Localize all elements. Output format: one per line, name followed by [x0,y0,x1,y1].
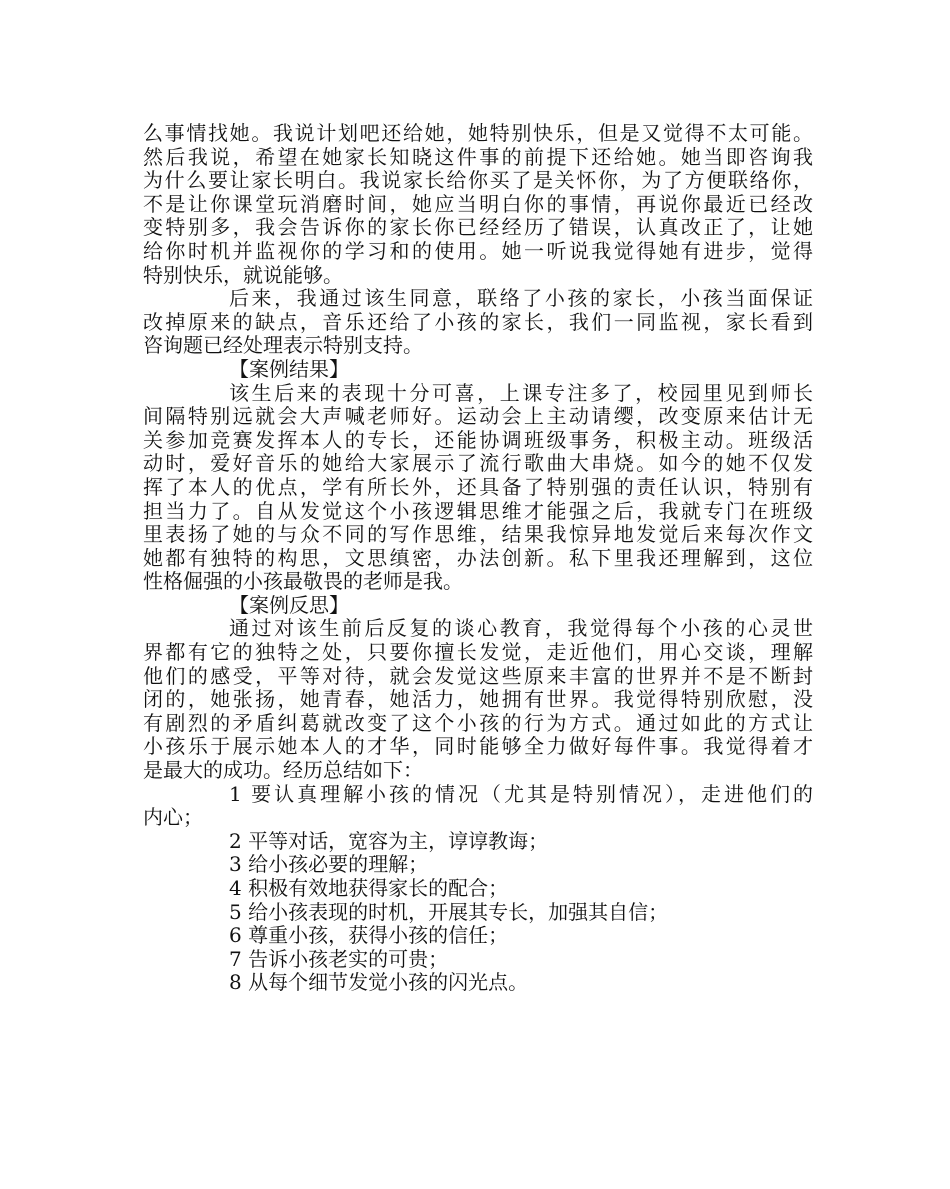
list-item-text: 4 积极有效地获得家长的配合； [229,876,509,900]
paragraph [143,617,813,782]
document-body [143,122,813,995]
text-line: 该生后来的表现十分可喜，上课专注多了，校园里见到师长 [229,380,813,405]
list-item [143,901,813,925]
list-item-text: 1 要认真理解小孩的情况（尤其是特别情况），走进他们的 [229,781,813,806]
text-line: 变特别多，我会告诉你的家长你已经经历了错误，认真改正了，让她 [143,215,813,240]
list-item-text: 内心； [143,805,203,830]
paragraph [143,382,813,594]
text-line: 通过对该生前后反复的谈心教育，我觉得每个小孩的心灵世 [229,616,813,641]
text-line: 界都有它的独特之处，只要你擅长发觉，走近他们，用心交谈，理解 [143,640,813,665]
text-line: 闭的，她张扬，她青春，她活力，她拥有世界。我觉得特别欣慰，没 [143,687,813,712]
list-item-text: 6 尊重小孩，获得小孩的信任； [229,923,509,948]
text-line: 然后我说，希望在她家长知晓这件事的前提下还给她。她当即咨询我 [143,144,813,169]
list-item-text: 8 从每个细节发觉小孩的闪光点。 [229,970,529,995]
list-item [143,877,813,901]
text-line: 特别快乐，就说能够。 [143,262,343,287]
text-line: 性格倔强的小孩最敬畏的老师是我。 [143,569,463,594]
list-item [143,971,813,995]
text-line: 有剧烈的矛盾纠葛就改变了这个小孩的行为方式。通过如此的方式让 [143,710,813,735]
text-line: 么事情找她。我说计划吧还给她，她特别快乐，但是又觉得不太可能。 [143,121,813,145]
section-heading-case-result: 【案例结果】 [229,356,349,381]
summary-list [143,783,813,995]
paragraph [143,122,813,287]
list-item [143,830,813,854]
text-line: 为什么要让家长明白。我说家长给你买了是关怀你，为了方便联络你， [143,168,813,193]
text-line: 关参加竞赛发挥本人的专长，还能协调班级事务，积极主动。班级活 [143,427,813,452]
text-line: 小孩乐于展示她本人的才华，同时能够全力做好每件事。我觉得着才 [143,734,813,759]
list-item [143,853,813,877]
list-item-text: 3 给小孩必要的理解； [229,852,429,877]
section-heading-case-reflection: 【案例反思】 [229,592,349,617]
paragraph [143,287,813,358]
text-line: 改掉原来的缺点，音乐还给了小孩的家长，我们一同监视，家长看到 [143,309,813,334]
text-line: 不是让你课堂玩消磨时间，她应当明白你的事情，再说你最近已经改 [143,191,813,216]
list-item [143,783,813,830]
text-line: 间隔特别远就会大声喊老师好。运动会上主动请缨，改变原来估计无 [143,404,813,429]
text-line: 担当力了。自从发觉这个小孩逻辑思维才能强之后，我就专门在班级 [143,498,813,523]
text-line: 里表扬了她的与众不同的写作思维，结果我惊异地发觉后来每次作文 [143,522,813,547]
list-item-text: 5 给小孩表现的时机，开展其专长，加强其自信； [229,899,669,924]
text-line: 咨询题已经处理表示特别支持。 [143,333,423,358]
text-line: 挥了本人的优点，学有所长外，还具备了特别强的责任认识，特别有 [143,474,813,499]
text-line: 给你时机并监视你的学习和的使用。她一听说我觉得她有进步，觉得 [143,238,813,263]
list-item [143,924,813,948]
text-line: 他们的感受，平等对待，就会发觉这些原来丰富的世界并不是不断封 [143,663,813,688]
text-line: 后来，我通过该生同意，联络了小孩的家长，小孩当面保证 [229,286,813,311]
list-item-text: 2 平等对话，宽容为主，谆谆教诲； [229,828,549,853]
text-line: 动时，爱好音乐的她给大家展示了流行歌曲大串烧。如今的她不仅发 [143,451,813,476]
text-line: 是最大的成功。经历总结如下： [143,758,423,783]
list-item [143,948,813,972]
text-line: 她都有独特的构思，文思缜密，办法创新。私下里我还理解到，这位 [143,545,813,570]
list-item-text: 7 告诉小孩老实的可贵； [229,946,449,971]
